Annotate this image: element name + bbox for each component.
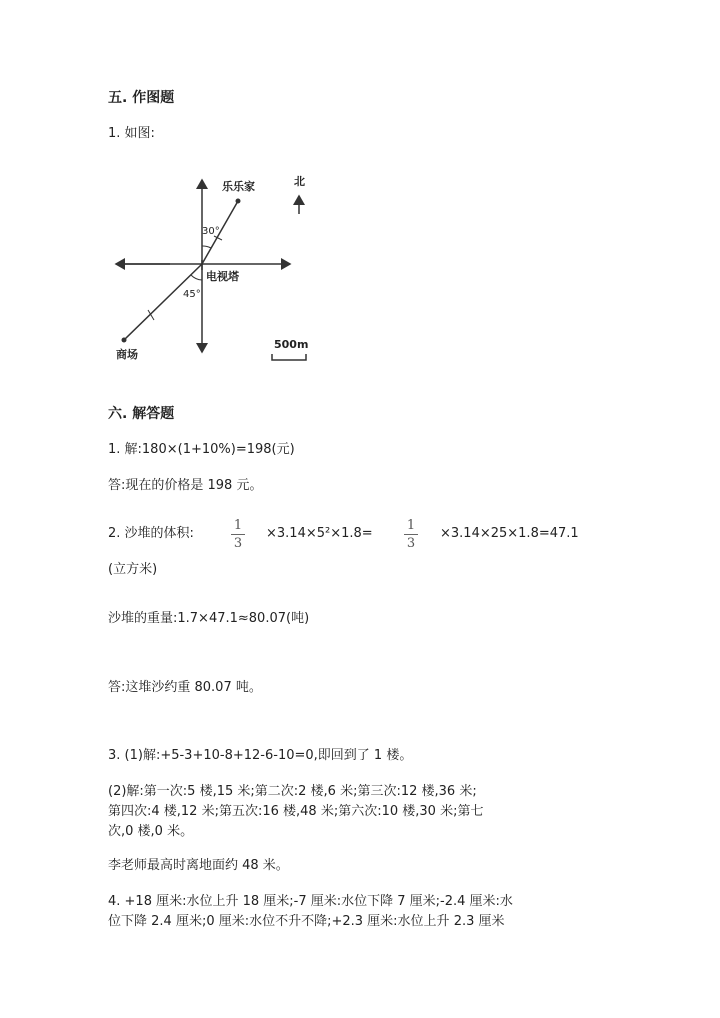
q2-middle: ×3.14×5²×1.8= bbox=[266, 526, 373, 541]
q2-weight: 沙堆的重量:1.7×47.1≈80.07(吨) bbox=[108, 611, 310, 626]
fraction-denominator: 3 bbox=[406, 536, 416, 551]
scale-label: 500m bbox=[274, 338, 309, 351]
q3-part2-line3: 次,0 楼,0 米。 bbox=[108, 824, 194, 839]
q3-answer: 李老师最高时离地面约 48 米。 bbox=[108, 858, 289, 873]
q4-line2: 位下降 2.4 厘米;0 厘米:水位不升不降;+2.3 厘米:水位上升 2.3 厘米 bbox=[108, 914, 505, 929]
q1-answer: 答:现在的价格是 198 元。 bbox=[108, 478, 263, 493]
angle-45-label: 45° bbox=[183, 289, 201, 300]
q2-unit: (立方米) bbox=[108, 562, 158, 577]
line-to-mall bbox=[124, 264, 202, 340]
q3-part1: 3. (1)解:+5-3+10-8+12-6-10=0,即回到了 1 楼。 bbox=[108, 748, 413, 763]
q3-part2-line1: (2)解:第一次:5 楼,15 米;第二次:2 楼,6 米;第三次:12 楼,36 米; bbox=[108, 784, 477, 799]
fraction-denominator: 3 bbox=[233, 536, 243, 551]
angle-30-label: 30° bbox=[202, 226, 220, 237]
q2-end: ×3.14×25×1.8=47.1 bbox=[440, 526, 579, 541]
q4-line1: 4. +18 厘米:水位上升 18 厘米;-7 厘米:水位下降 7 厘米;-2.4 厘米:水 bbox=[108, 894, 513, 909]
section-five-title: 五. 作图题 bbox=[108, 90, 175, 106]
north-label: 北 bbox=[294, 175, 305, 188]
fraction-numerator: 1 bbox=[406, 518, 416, 533]
scale-bar bbox=[272, 354, 306, 360]
mall-point bbox=[122, 338, 127, 343]
fraction-one-third-2 bbox=[404, 518, 418, 551]
q1-solution: 1. 解:180×(1+10%)=198(元) bbox=[108, 442, 295, 457]
mall-label: 商场 bbox=[116, 348, 138, 361]
tv-tower-label: 电视塔 bbox=[206, 270, 239, 283]
q2-answer: 答:这堆沙约重 80.07 吨。 bbox=[108, 680, 262, 695]
q2-prefix: 2. 沙堆的体积: bbox=[108, 526, 194, 541]
q3-part2-line2: 第四次:4 楼,12 米;第五次:16 楼,48 米;第六次:10 楼,30 米;第七 bbox=[108, 804, 484, 819]
lele-home-label: 乐乐家 bbox=[222, 180, 255, 193]
fraction-numerator: 1 bbox=[233, 518, 243, 533]
lele-home-point bbox=[236, 199, 241, 204]
direction-diagram bbox=[110, 170, 340, 370]
section-six-title: 六. 解答题 bbox=[108, 406, 175, 422]
question-1-label: 1. 如图: bbox=[108, 126, 155, 141]
fraction-one-third bbox=[231, 518, 245, 551]
